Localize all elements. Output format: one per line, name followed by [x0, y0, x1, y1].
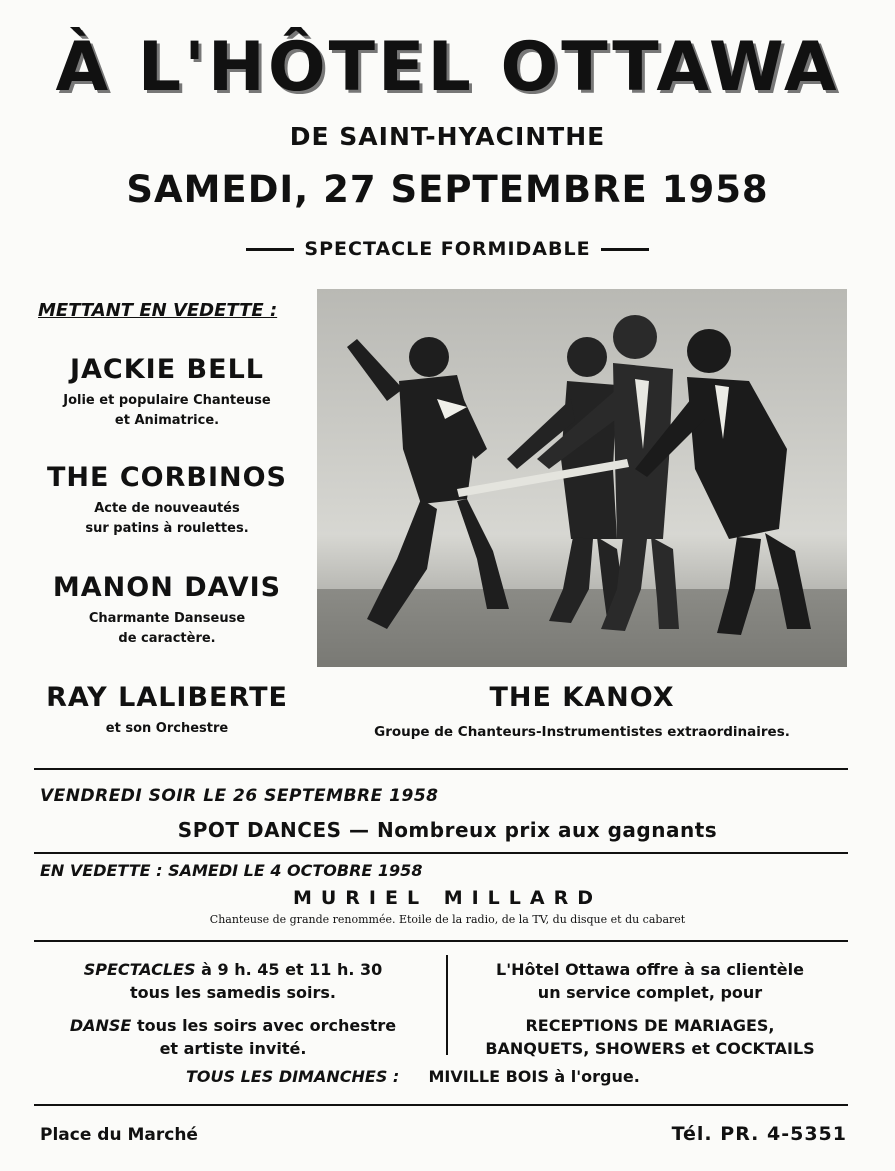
spectacles-text: à 9 h. 45 et 11 h. 30: [201, 960, 383, 979]
services-line: L'Hôtel Ottawa offre à sa clientèle: [496, 960, 804, 979]
sundays-label: TOUS LES DIMANCHES :: [186, 1067, 400, 1086]
services-line: RECEPTIONS DE MARIAGES,: [525, 1016, 775, 1035]
act-manon-davis: [22, 572, 312, 649]
band-photo-image: [317, 289, 847, 667]
muriel-millard: MURIEL MILLARD: [292, 887, 603, 909]
poster-subtitle: DE SAINT-HYACINTHE: [289, 122, 606, 151]
services-line: BANQUETS, SHOWERS et COCKTAILS: [485, 1039, 815, 1058]
act-desc-line: et Animatrice.: [114, 413, 220, 428]
act-desc: [22, 609, 312, 649]
act-the-corbinos: [22, 462, 312, 539]
event-date: SAMEDI, 27 SEPTEMBRE 1958: [126, 168, 769, 211]
vertical-divider: [446, 955, 448, 1055]
spectacles-label: SPECTACLES: [83, 960, 196, 979]
spectacles-line-2: tous les samedis soirs.: [130, 983, 336, 1002]
dash-right: [601, 248, 649, 251]
friday-line: VENDREDI SOIR LE 26 SEPTEMBRE 1958: [40, 786, 439, 806]
act-jackie-bell: [22, 354, 312, 431]
danse-label: DANSE: [69, 1016, 132, 1035]
muriel-desc: Chanteuse de grande renommée. Etoile de la radio, de la TV, du disque et du cabaret: [209, 913, 686, 926]
divider: [34, 768, 848, 770]
services-info: [454, 958, 846, 1060]
danse-text: tous les soirs avec orchestre: [136, 1016, 397, 1035]
divider: [34, 852, 848, 854]
kanox-desc: Groupe de Chanteurs-Instrumentistes extraordinaires.: [374, 724, 790, 740]
act-name: MANON DAVIS: [52, 572, 282, 603]
danse-line-2: et artiste invité.: [159, 1039, 307, 1058]
act-ray-laliberte: [22, 682, 312, 739]
act-desc-line: Charmante Danseuse: [88, 611, 246, 626]
act-desc-line: Acte de nouveautés: [94, 501, 240, 516]
tagline-text: SPECTACLE FORMIDABLE: [304, 238, 591, 260]
phone-number: Tél. PR. 4-5351: [671, 1123, 847, 1145]
act-desc-line: sur patins à roulettes.: [85, 521, 249, 536]
services-line: un service complet, pour: [537, 983, 763, 1002]
band-photo: [317, 289, 847, 667]
danse-line: [38, 1014, 428, 1037]
divider: [34, 940, 848, 942]
dash-left: [246, 248, 294, 251]
act-name: THE CORBINOS: [46, 462, 288, 493]
act-name: JACKIE BELL: [69, 354, 264, 385]
act-name: RAY LALIBERTE: [46, 682, 288, 713]
kanox-name: THE KANOX: [489, 682, 675, 713]
divider: [34, 1104, 848, 1106]
act-desc: [22, 719, 312, 739]
act-desc-line: et son Orchestre: [105, 721, 229, 736]
act-desc: [22, 391, 312, 431]
act-desc-line: de caractère.: [118, 631, 216, 646]
act-desc: [22, 499, 312, 539]
featuring-label: METTANT EN VEDETTE :: [38, 300, 278, 321]
act-desc-line: Jolie et populaire Chanteuse: [63, 393, 271, 408]
address: Place du Marché: [40, 1125, 198, 1145]
sundays-text: MIVILLE BOIS à l'orgue.: [428, 1067, 640, 1086]
sundays-line: [186, 1067, 640, 1086]
spot-dances: SPOT DANCES — Nombreux prix aux gagnants: [177, 818, 718, 842]
october-label: EN VEDETTE : SAMEDI LE 4 OCTOBRE 1958: [40, 861, 423, 880]
tagline: [0, 238, 895, 260]
schedule-info: [38, 958, 428, 1060]
spectacles-line: [38, 958, 428, 981]
poster-title: À L'HÔTEL OTTAWA: [55, 28, 840, 107]
